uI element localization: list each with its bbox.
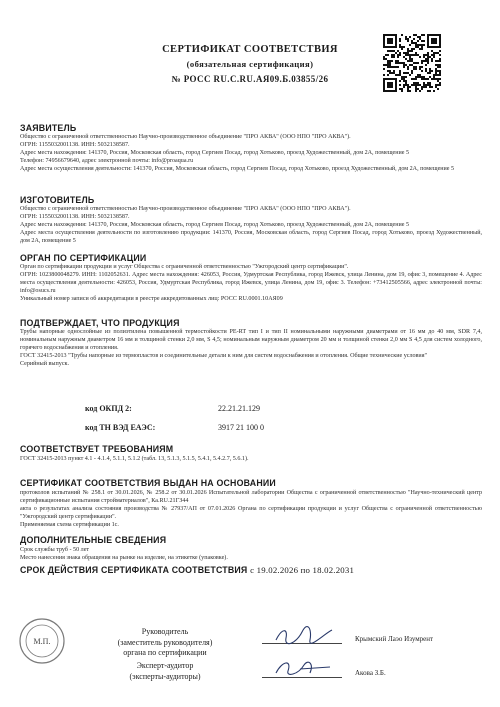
- official-stamp-icon: [18, 617, 66, 665]
- additional-line: Срок службы труб - 50 лет: [20, 547, 90, 553]
- manufacturer-line: ОГРН: 1155032001138. ИНН: 5032138587.: [20, 213, 130, 220]
- applicant-line: Адрес места нахождения: 141370, Россия, Московская область, город Сергиев Посад, город Хотьково, проезд Художественный, дом 2А, помещение 5: [20, 149, 410, 156]
- basis-heading: СЕРТИФИКАТ СООТВЕТСТВИЯ ВЫДАН НА ОСНОВАНИИ: [20, 478, 276, 488]
- certification-body-details: [20, 264, 482, 304]
- certification-body-line: Уникальный номер записи об аккредитации в реестре аккредитованных лиц: РОСС RU.0001.10АЯ09: [20, 295, 283, 302]
- certification-body-line: ОГРН: 1023800048279. ИНН: 1102052631. Адрес места нахождения: 426053, Россия, Удмуртская Республика, город Ижевск, улица Ленина, дом 19, офис 3, помещение 4. Адрес места осуществления деятельности: 426053, Россия, Удмуртская Республика, город Ижевск, улица Ленина, дом 19, офис 3. Телефон: +73412505566, адрес электронной почты: info@osucs.ru: [20, 271, 482, 294]
- additional-details: [20, 547, 482, 563]
- product-heading: ПОДТВЕРЖДАЕТ, ЧТО ПРОДУКЦИЯ: [20, 318, 180, 328]
- tnved-value: 3917 21 100 0: [218, 423, 264, 432]
- okpd-value: 22.21.21.129: [218, 404, 260, 413]
- additional-line: Место нанесения знака обращения на рынке на изделие, на этикетке (упаковке).: [20, 554, 228, 561]
- certificate-title: СЕРТИФИКАТ СООТВЕТСТВИЯ: [162, 44, 338, 55]
- validity-line: [20, 565, 482, 575]
- qr-code-icon: [383, 34, 441, 92]
- stamp-label: М.П.: [33, 637, 51, 646]
- manufacturer-line: Общество с ограниченной ответственностью Научно-производственное объединение "ПРО АКВА" (ООО НПО "ПРО АКВА").: [20, 206, 351, 212]
- requirements-heading: СООТВЕТСТВУЕТ ТРЕБОВАНИЯМ: [20, 444, 174, 454]
- certificate-number: № РОСС RU.C.RU.АЯ09.Б.03855/26: [171, 74, 329, 84]
- applicant-line: Адрес места осуществления деятельности: 141370, Россия, Московская область, город Сергиев Посад, город Хотьково, проезд Художественный, дом 2А, помещение 5: [20, 165, 455, 172]
- basis-line: Применяемая схема сертификации 1с.: [20, 521, 119, 528]
- product-serial: Серийный выпуск.: [20, 360, 70, 367]
- applicant-details: [20, 134, 482, 174]
- expert-title: Эксперт-аудитор: [136, 661, 194, 670]
- expert-signature-label: [100, 661, 230, 682]
- applicant-line: Телефон: 74956679640, адрес электронной почты: info@proaqua.ru: [20, 157, 194, 164]
- manufacturer-heading: ИЗГОТОВИТЕЛЬ: [20, 195, 95, 205]
- product-standard: ГОСТ 32415-2013 "Трубы напорные из термопластов и соединительные детали к ним для систем водоснабжения и отопления. Общие технические условия": [20, 352, 427, 359]
- validity-period: с 19.02.2026 по 18.02.2031: [250, 565, 355, 575]
- manufacturer-line: Адрес места нахождения: 141370, Россия, Московская область, город Сергиев Посад, город Хотьково, проезд Художественный, дом 2А, помещение 5: [20, 221, 410, 228]
- expert-subtitle: (эксперты-аудиторы): [129, 671, 201, 681]
- basis-line: протоколов испытаний № 258.1 от 30.01.2026, № 258.2 от 30.01.2026 Испытательной лаборатории Общества с ограниченной ответственностью "Научно-технический центр сертификационные испытания стройматериалов", Ка.RU.21ГЗ44: [20, 490, 482, 504]
- basis-line: акта о результатах анализа состояния производства № 27937/АП от 07.01.2026 Органа по сертификации продукции и услуг Общества с ограниченной ответственностью "Ужгородский центр сертификации".: [20, 505, 482, 520]
- certification-body-heading: ОРГАН ПО СЕРТИФИКАЦИИ: [20, 253, 147, 263]
- head-body: органа по сертификации: [123, 648, 207, 657]
- head-subtitle: (заместитель руководителя): [117, 637, 213, 647]
- expert-signature-icon: [270, 655, 336, 681]
- head-signature-icon: [272, 624, 336, 646]
- head-signature-label: [100, 627, 230, 659]
- expert-name: Акова З.Б.: [355, 669, 386, 677]
- validity-heading: СРОК ДЕЙСТВИЯ СЕРТИФИКАТА СООТВЕТСТВИЯ: [20, 565, 248, 575]
- product-details: [20, 329, 482, 369]
- requirements-text: ГОСТ 32415-2013 пункт 4.1 - 4.1.4, 5.1.1, 5.1.2 (табл. 13, 5.1.3, 5.1.5, 5.4.1, 5.4.2.7, 5.6.1).: [20, 456, 249, 462]
- head-name: Крымский Лаэо Изумрент: [355, 635, 434, 643]
- product-description: Трубы напорные однослойные из полиэтилена повышенной термостойкости PE-RT тип I и тип II номинальными наружными диаметрами от 16 мм до 40 мм, SDR 7,4, номинальным наружным диаметром 16 мм и толщиной стенки 2,0 мм, S 4,5; номинальным наружным диаметром 20 мм и толщиной стенки 2,0 мм S 4,5 для систем холодного, горячего водоснабжения и отопления.: [20, 329, 482, 351]
- applicant-line: ОГРН: 1155032001138. ИНН: 5032138587.: [20, 141, 130, 148]
- manufacturer-details: [20, 206, 482, 246]
- certificate-subtitle: (обязательная сертификация): [186, 59, 314, 69]
- manufacturer-line: Адрес места осуществления деятельности по изготовлению продукции: 141370, Россия, Московская область, город Сергиев Посад, город Хотьково, проезд Художественный, дом 2А, помещение 5: [20, 229, 482, 244]
- tnved-label: код ТН ВЭД ЕАЭС:: [85, 423, 156, 432]
- additional-heading: ДОПОЛНИТЕЛЬНЫЕ СВЕДЕНИЯ: [20, 535, 167, 545]
- certification-body-line: Орган по сертификации продукции и услуг Общества с ограниченной ответственностью "Ужгородский центр сертификации".: [20, 264, 349, 270]
- basis-details: [20, 490, 482, 530]
- applicant-heading: ЗАЯВИТЕЛЬ: [20, 123, 77, 133]
- okpd-label: код ОКПД 2:: [85, 404, 132, 413]
- applicant-line: Общество с ограниченной ответственностью Научно-производственное объединение "ПРО АКВА" (ООО НПО "ПРО АКВА").: [20, 134, 351, 140]
- head-title: Руководитель: [141, 627, 189, 636]
